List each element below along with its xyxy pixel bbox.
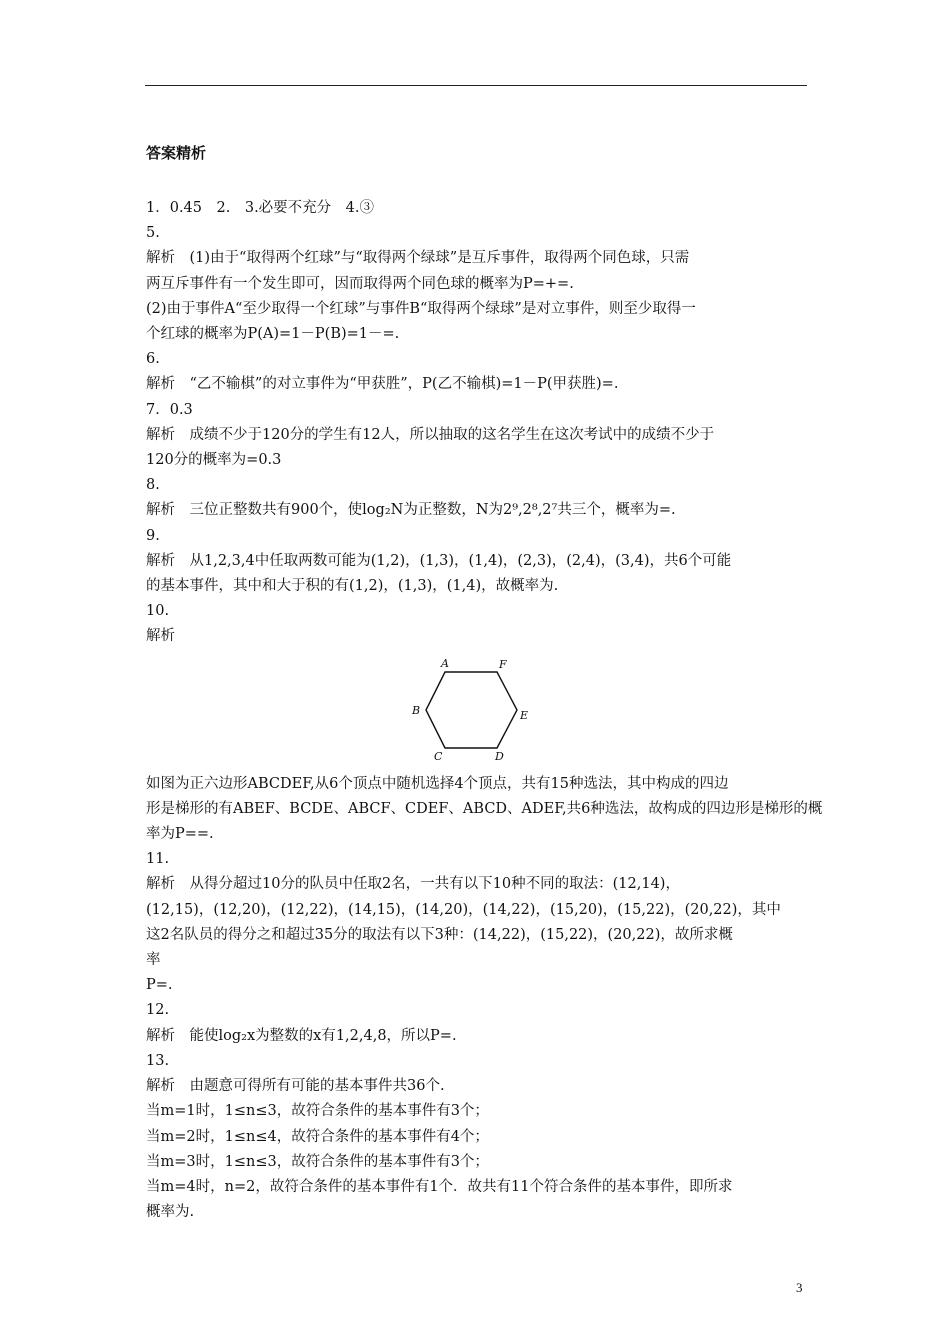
header-rule — [145, 85, 807, 86]
vertex-label-b: B — [412, 703, 421, 717]
section-heading: 答案精析 — [146, 144, 207, 162]
vertex-label-e: E — [520, 708, 529, 722]
hexagon-shape — [426, 672, 517, 748]
text-line: 当m=1时，1≤n≤3，故符合条件的基本事件有3个； — [146, 1103, 489, 1120]
text-line: 解析 — [146, 628, 175, 645]
text-line: 12. — [146, 1002, 170, 1019]
text-line: 11. — [146, 851, 170, 868]
text-line: 解析 三位正整数共有900个，使log₂N为正整数，N为2⁹,2⁸,2⁷共三个，概率为=. — [146, 502, 676, 519]
text-line: 6. — [146, 351, 160, 368]
text-line: 解析 由题意可得所有可能的基本事件共36个. — [146, 1078, 445, 1095]
text-line: (2)由于事件A“至少取得一个红球”与事件B“取得两个绿球”是对立事件，则至少取得一 — [146, 300, 696, 317]
text-line: 形是梯形的有ABEF、BCDE、ABCF、CDEF、ABCD、ADEF,共6种选法，故构成的四边形是梯形的概 — [146, 800, 823, 817]
answers-top — [146, 196, 806, 650]
text-line: (12,15)，(12,20)，(12,22)，(14,15)，(14,20)，(14,22)，(15,20)，(15,22)，(20,22)，其中 — [146, 901, 781, 918]
text-line: 的基本事件，其中和大于积的有(1,2)，(1,3)，(1,4)，故概率为. — [146, 578, 559, 595]
hexagon-diagram — [412, 656, 529, 764]
text-line: 解析 从得分超过10分的队员中任取2名，一共有以下10种不同的取法：(12,14)， — [146, 876, 680, 893]
text-line: 解析 能使log₂x为整数的x有1,2,4,8，所以P=. — [146, 1027, 457, 1044]
text-line: 当m=3时，1≤n≤3，故符合条件的基本事件有3个； — [146, 1153, 489, 1170]
text-line: 两互斥事件有一个发生即可，因而取得两个同色球的概率为P=+=. — [146, 275, 574, 292]
text-line: 解析 成绩不少于120分的学生有12人，所以抽取的这名学生在这次考试中的成绩不少于 — [146, 426, 715, 443]
text-line: 率为P==. — [146, 826, 214, 843]
page-number: 3 — [796, 1280, 803, 1295]
text-line: 解析 (1)由于“取得两个红球”与“取得两个绿球”是互斥事件，取得两个同色球，只需 — [146, 250, 690, 267]
vertex-label-d: D — [495, 749, 504, 763]
text-line: 8. — [146, 477, 160, 494]
text-line: 率 — [146, 952, 161, 969]
text-line: 解析 “乙不输棋”的对立事件为“甲获胜”，P(乙不输棋)=1－P(甲获胜)=. — [146, 376, 619, 393]
text-line: 概率为. — [146, 1204, 195, 1221]
text-line: 9. — [146, 527, 160, 544]
text-line: 当m=2时，1≤n≤4，故符合条件的基本事件有4个； — [146, 1128, 489, 1145]
text-line: 个红球的概率为P(A)=1－P(B)=1－=. — [146, 326, 400, 343]
text-line: 1．0.45 2. 3.必要不充分 4.③ — [146, 200, 375, 216]
text-line: 如图为正六边形ABCDEF,从6个顶点中随机选择4个顶点，共有15种选法，其中构成的四边 — [146, 775, 729, 792]
answers-bottom — [146, 772, 823, 1226]
vertex-label-a: A — [441, 656, 449, 670]
vertex-label-f: F — [499, 657, 507, 671]
text-line: 120分的概率为=0.3 — [146, 452, 282, 469]
text-line: 解析 从1,2,3,4中任取两数可能为(1,2)，(1,3)，(1,4)，(2,3)，(2,4)，(3,4)，共6个可能 — [146, 552, 732, 569]
text-line: 当m=4时，n=2，故符合条件的基本事件有1个．故共有11个符合条件的基本事件，即所求 — [146, 1178, 733, 1195]
text-line: 10. — [146, 603, 170, 620]
text-line: 5. — [146, 225, 160, 242]
vertex-label-c: C — [434, 749, 443, 763]
text-line: 这2名队员的得分之和超过35分的取法有以下3种：(14,22)，(15,22)，(20,22)，故所求概 — [146, 926, 733, 943]
answer-section — [146, 140, 823, 1225]
text-line: 13. — [146, 1052, 170, 1069]
text-line: 7．0.3 — [146, 401, 193, 418]
text-line: P=. — [146, 977, 173, 994]
hexagon-figure — [146, 656, 806, 768]
